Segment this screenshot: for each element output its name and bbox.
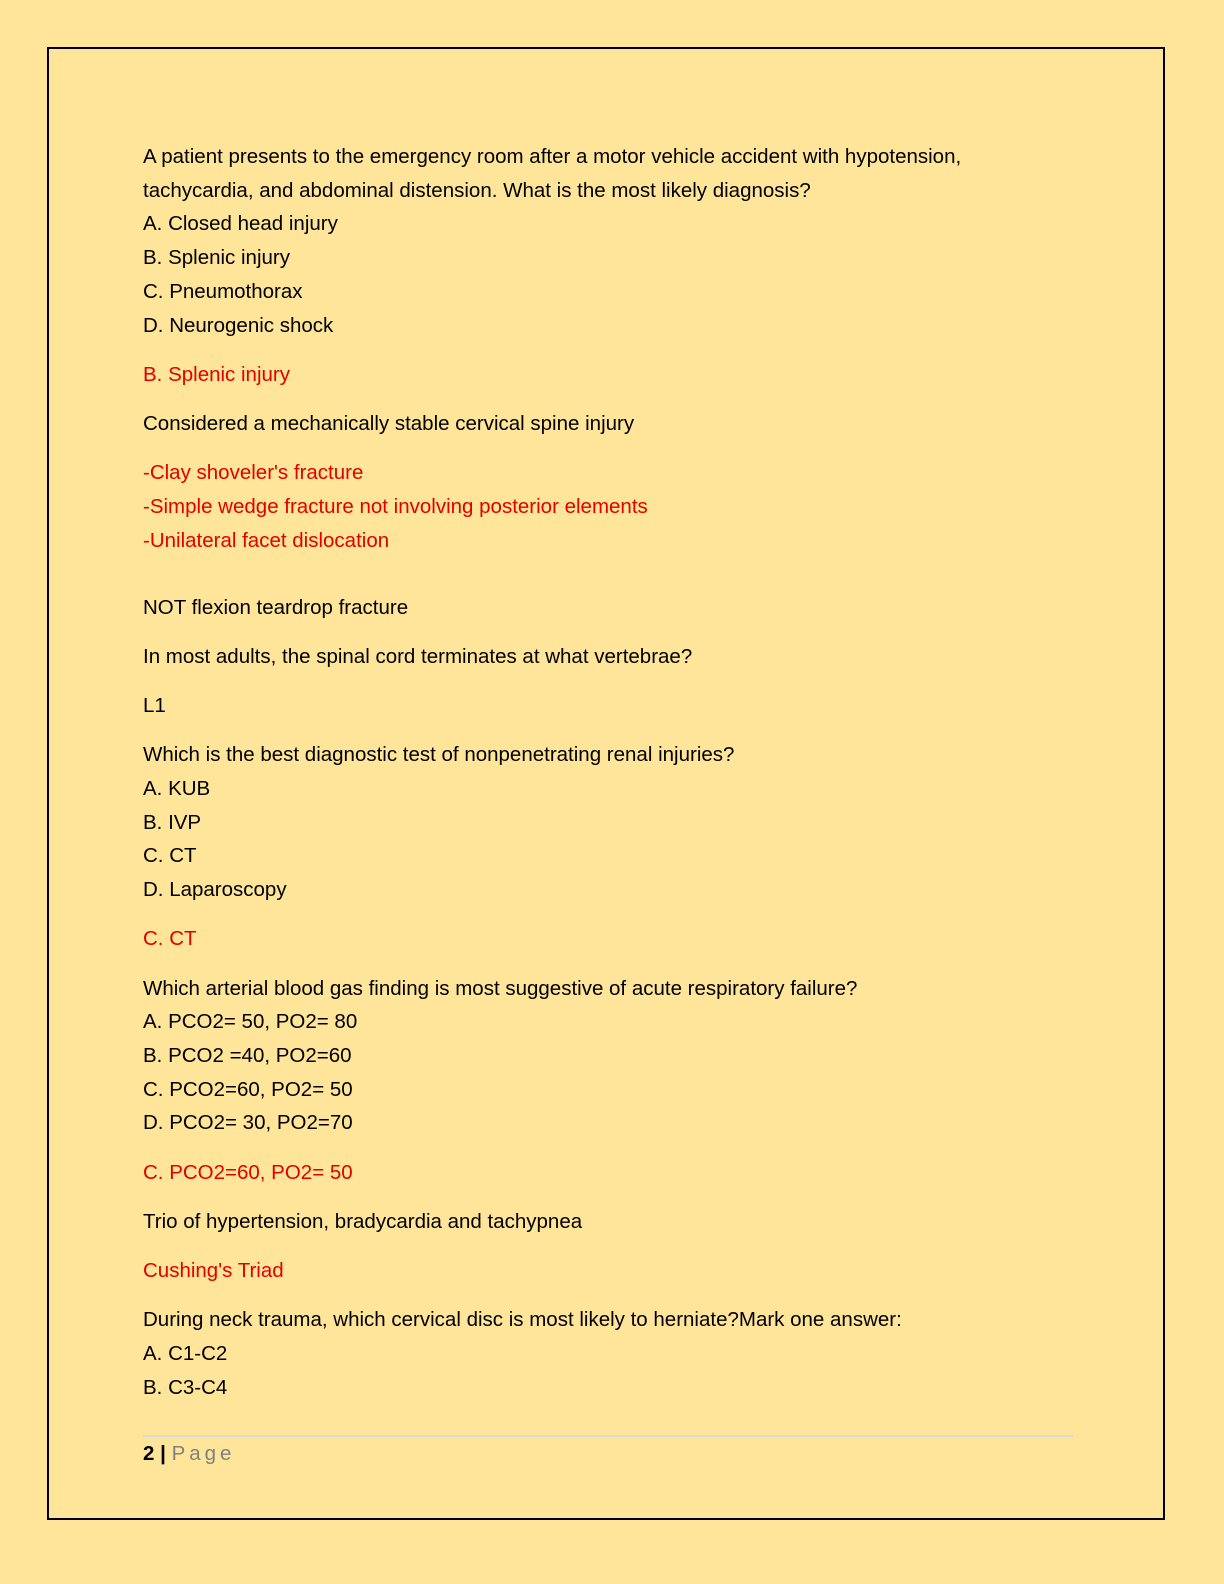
- question-1-option-a: A. Closed head injury: [143, 212, 338, 236]
- question-2: Considered a mechanically stable cervical spine injury: [143, 411, 635, 435]
- question-1-option-c: C. Pneumothorax: [143, 279, 303, 303]
- page-number: 2: [143, 1442, 155, 1465]
- question-6-answer: Cushing's Triad: [143, 1258, 284, 1282]
- question-1-line-2: tachycardia, and abdominal distension. What is the most likely diagnosis?: [143, 178, 811, 202]
- page-content: [143, 140, 1083, 1404]
- question-5-option-c: C. PCO2=60, PO2= 50: [143, 1077, 353, 1101]
- question-5-answer: C. PCO2=60, PO2= 50: [143, 1160, 353, 1184]
- question-4-option-c: C. CT: [143, 844, 197, 868]
- question-2-answer-1: -Clay shoveler's fracture: [143, 461, 364, 485]
- question-1-answer: B. Splenic injury: [143, 362, 290, 386]
- question-3: In most adults, the spinal cord terminates at what vertebrae?: [143, 644, 693, 668]
- page-footer: [143, 1440, 235, 1468]
- question-3-answer: L1: [143, 694, 166, 718]
- question-2-answer-3: -Unilateral facet dislocation: [143, 528, 390, 552]
- question-7-option-a: A. C1-C2: [143, 1341, 228, 1365]
- question-6: Trio of hypertension, bradycardia and tachypnea: [143, 1209, 583, 1233]
- question-2-answer-2: -Simple wedge fracture not involving posterior elements: [143, 494, 648, 518]
- question-4-answer: C. CT: [143, 927, 197, 951]
- question-4-option-b: B. IVP: [143, 810, 202, 834]
- question-5-option-a: A. PCO2= 50, PO2= 80: [143, 1010, 358, 1034]
- footer-divider: [143, 1435, 1073, 1437]
- question-5-option-d: D. PCO2= 30, PO2=70: [143, 1111, 353, 1135]
- question-4-option-d: D. Laparoscopy: [143, 878, 287, 902]
- question-2-note: NOT flexion teardrop fracture: [143, 595, 409, 619]
- question-1-line-1: A patient presents to the emergency room after a motor vehicle accident with hypotension,: [143, 145, 962, 168]
- page-label: Page: [171, 1442, 236, 1465]
- question-7: During neck trauma, which cervical disc is most likely to herniate?Mark one answer:: [143, 1308, 902, 1332]
- question-1-option-d: D. Neurogenic shock: [143, 313, 334, 337]
- question-4-option-a: A. KUB: [143, 777, 211, 801]
- question-1-option-b: B. Splenic injury: [143, 246, 290, 270]
- question-4: Which is the best diagnostic test of nonpenetrating renal injuries?: [143, 743, 735, 767]
- question-7-option-b: B. C3-C4: [143, 1375, 228, 1399]
- question-5-option-b: B. PCO2 =40, PO2=60: [143, 1043, 352, 1067]
- page-separator: |: [160, 1442, 166, 1465]
- question-5: Which arterial blood gas finding is most suggestive of acute respiratory failure?: [143, 976, 858, 1000]
